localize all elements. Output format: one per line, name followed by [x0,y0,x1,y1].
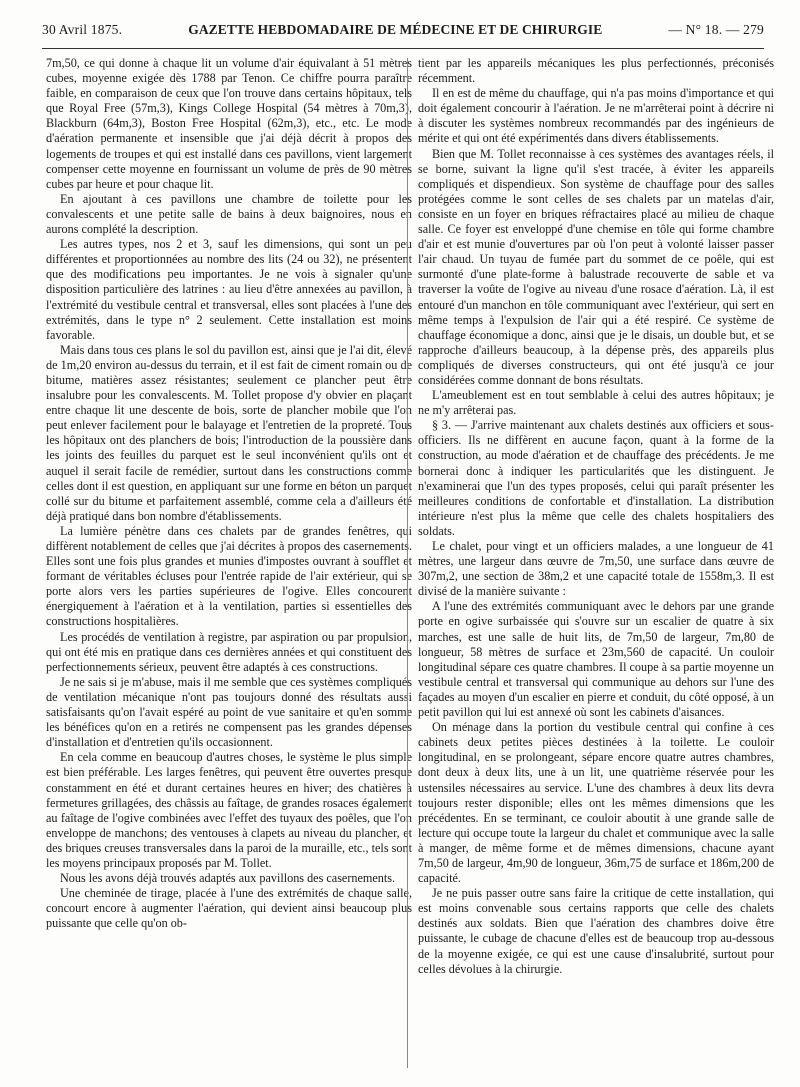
paragraph: Une cheminée de tirage, placée à l'une des extrémités de chaque salle, concourt encore à augmenter l'aération, qui devient ainsi beaucoup plus puissante que celle qu'on ob- [46,886,412,931]
paragraph: En ajoutant à ces pavillons une chambre de toilette pour les convalescents et une petite salle de bains à deux baignoires, nous en aurons complété la description. [46,191,412,237]
header-issue: — N° 18. — [668,22,740,37]
paragraph: Il en est de même du chauffage, qui n'a pas moins d'importance et qui doit également concourir à l'aération. Je ne m'arrêterai point à décrire ni à discuter les systèmes nombreux recommandés par des ingénieurs de mérite et qui ont été expérimentés dans divers établissements. [418,86,774,146]
paragraph: § 3. — J'arrive maintenant aux chalets destinés aux officiers et sous-officiers. Ils ne diffèrent en aucune façon, quant à la forme de la construction, au mode d'aération et de chauffage des précédents. Je me bornerai donc à indiquer les particularités que les distinguent. Je n'examinerai que l'un des types proposés, celui qui paraît présenter les meilleures conditions de confortable et d'installation. La distribution intérieure n'est plus la même que celle des chalets hospitaliers des soldats. [418,418,774,538]
right-column [418,56,774,977]
header-issue-page [668,22,764,38]
paragraph: En cela comme en beaucoup d'autres choses, le système le plus simple est bien préférable. Les larges fenêtres, qui peuvent être ouvertes presque constamment en été et durant certaines heures en hiver; des chatières à fermetures grillagées, des châssis au faîtage, de grandes rosaces également au faîtage de l'ogive combinées avec l'effet des tuyaux des poêles, que l'on enveloppe de manchons; des ventouses à clapets au niveau du plancher, et des briques creuses transversales dans la paroi de la muraille, etc., tels sont les moyens principaux proposés par M. Tollet. [46,750,412,870]
paragraph: tient par les appareils mécaniques les plus perfectionnés, préconisés récemment. [418,56,774,86]
paragraph: L'ameublement est en tout semblable à celui des autres hôpitaux; je ne m'y arrêterai pas. [418,388,774,418]
paragraph: 7m,50, ce qui donne à chaque lit un volume d'air équivalant à 51 mètres cubes, moyenne exigée dès 1788 par Tenon. Ce chiffre pourra paraître faible, en comparaison de ceux que l'on trouve dans certains hôpitaux, tels que Royal Free (57m,3), Kings College Hospital (54 mètres à 70m,3), Blackburn (64m,3), Boston Free Hospital (62m,3), etc., etc. Le mode d'aération permanente et insensible que j'ai déjà décrit à propos des logements de troupes et qui est installé dans ces pavillons, vient largement compenser cette moyenne en fournissant un volume de près de 90 mètres cubes par heure et pour chaque lit. [46,56,412,191]
header-rule [42,48,764,49]
header-page-number: 279 [743,22,764,37]
header-date: 30 Avril 1875. [42,22,123,37]
paragraph: Nous les avons déjà trouvés adaptés aux pavillons des casernements. [60,871,396,886]
header-title: GAZETTE HEBDOMADAIRE DE MÉDECINE ET DE CHIRURGIE [188,22,603,37]
paragraph: La lumière pénètre dans ces chalets par de grandes fenêtres, qui diffèrent notablement de celles que j'ai décrites à propos des casernements. Elles sont une fois plus grandes et munies d'impostes ouvrant à soufflet et formant de véritables écluses pour l'entrée rapide de l'air extérieur, qui se porte alors vers les parties supérieures de l'ogive. Elles concourent énergiquement à l'aération et à la ventilation, parties si essentielles des constructions hospitalières. [46,523,412,629]
column-divider [407,58,408,1068]
paragraph: A l'une des extrémités communiquant avec le dehors par une grande porte en ogive surbaissée qui s'ouvre sur un escalier de quatre à six marches, est une salle de huit lits, de 7m,50 de largeur, 7m,80 de longueur, 58 mètres de surface et 23m,560 de capacité. Un couloir longitudinal sépare ces quatre chambres. Il coupe à sa partie moyenne un vestibule central et transversal qui communique au dehors sur l'une des façades au moyen d'un escalier en pierre et conduit, du côté opposé, à un petit pavillon qui lui est annexé où sont les cabinets d'aisances. [418,599,775,720]
paragraph: Je ne sais si je m'abuse, mais il me semble que ces systèmes compliqués de ventilation mécanique n'ont pas toujours donné des résultats aussi satisfaisants qu'on l'avait espéré au point de vue sanitaire et qu'en somme les bénéfices qu'on en a retirés ne compensent pas les grandes dépenses d'installation et d'entretien qu'ils occasionnent. [46,674,412,750]
paragraph: Je ne puis passer outre sans faire la critique de cette installation, qui est moins convenable sous certains rapports que celle des chalets destinés aux soldats. Bien que l'aération des chambres doive être puissante, le cubage de chacune d'elles est de beaucoup trop au-dessous de la moyenne exigée, ce qui est une cause d'insalubrité, surtout pour celles dévolues à la chirurgie. [418,886,774,976]
paragraph: Mais dans tous ces plans le sol du pavillon est, ainsi que je l'ai dit, élevé de 1m,20 environ au-dessus du terrain, et il est fait de ciment romain ou de bitume, matières assez résistantes; seulement ce plancher peut être insalubre pour les convalescents. M. Tollet propose d'y obvier en plaçant entre chaque lit une descente de bois, sorte de plancher mobile que l'on peut enlever facilement pour le balayage et l'entretien de la propreté. Tous les hôpitaux ont des planchers de bois; l'introduction de la poussière dans les joints des feuilles du parquet est le seul inconvénient qu'ils ont et auquel il serait facile de remédier, surtout dans les constructions comme celles dont il est question, en appliquant sur une forme en béton un parquet collé sur du bitume et parfaitement assemblé, comme cela a d'ailleurs été déjà pratiqué dans bon nombre d'établissements. [46,342,412,523]
paragraph: Les autres types, nos 2 et 3, sauf les dimensions, qui sont un peu différentes et proportionnées au nombre des lits (24 ou 32), ne présentent que des modifications peu importantes. Je ne vois à signaler qu'une disposition particulière des latrines : au lieu d'être annexées au pavillon, à l'extrémité du vestibule central et transversal, elles sont placées à l'une des extrémités, dans le type n° 2 seulement. Cette installation est moins favorable. [46,237,412,342]
paragraph: Les procédés de ventilation à registre, par aspiration ou par propulsion, qui ont été mis en pratique dans ces dernières années et qui constituent des perfectionnements sérieux, peuvent être adaptés à ces constructions. [46,629,412,674]
page-header [42,22,764,46]
left-column [46,56,412,931]
paragraph: Bien que M. Tollet reconnaisse à ces systèmes des avantages réels, il se borne, suivant la ligne qu'il s'est tracée, à éviter les appareils compliqués et dispendieux. Son système de chauffage pour des salles protégées comme le sont celles de ses chalets par un matelas d'air, consiste en un foyer en briques réfractaires placé au milieu de chaque salle. Ce foyer est enveloppé d'une chemise en tôle qui forme chambre d'air et est munie d'ouvertures par où l'on peut à volonté laisser passer l'air chaud. Un tuyau de fumée part du sommet de ce poêle, qui est surmonté d'une plate-forme à balustrade recouverte de sable et va traverser la voûte de l'ogive au niveau d'une rosace d'aération. Là, il est entouré d'un manchon en tôle communiquant avec l'extérieur, qui sert en même temps à l'expulsion de l'air qui a été respiré. Ce système de chauffage économique a donc, ainsi que je le disais, un double but, et se rapproche d'ailleurs beaucoup, à la dépense près, des appareils plus compliqués de diverses constructeurs, qui ont été jusqu'à ce jour considérées comme donnant de bons résultats. [418,146,774,387]
paragraph: Le chalet, pour vingt et un officiers malades, a une longueur de 41 mètres, une largeur dans œuvre de 7m,50, une surface dans œuvre de 307m,2, une section de 38m,2 et une capacité totale de 1558m,3. Il est divisé de la manière suivante : [418,539,774,599]
paragraph: On ménage dans la portion du vestibule central qui confine à ces cabinets deux petites pièces destinées à la toilette. Le couloir longitudinal, en se prolongeant, sépare encore quatre autres chambres, dont deux à deux lits, une à un lit, une quatrième réservée pour les ustensiles nécessaires au service. L'une des chambres à deux lits devra toujours rester disponible; elles ont les mêmes dimensions que les précédentes. En se terminant, ce couloir aboutit à une grande salle de lecture qui occupe toute la largeur du chalet et communique avec la salle à manger, de même forme et de mêmes dimensions, chacune ayant 7m,50 de largeur, 4m,90 de longueur, 36m,75 de surface et 186m,200 de capacité. [418,720,774,886]
